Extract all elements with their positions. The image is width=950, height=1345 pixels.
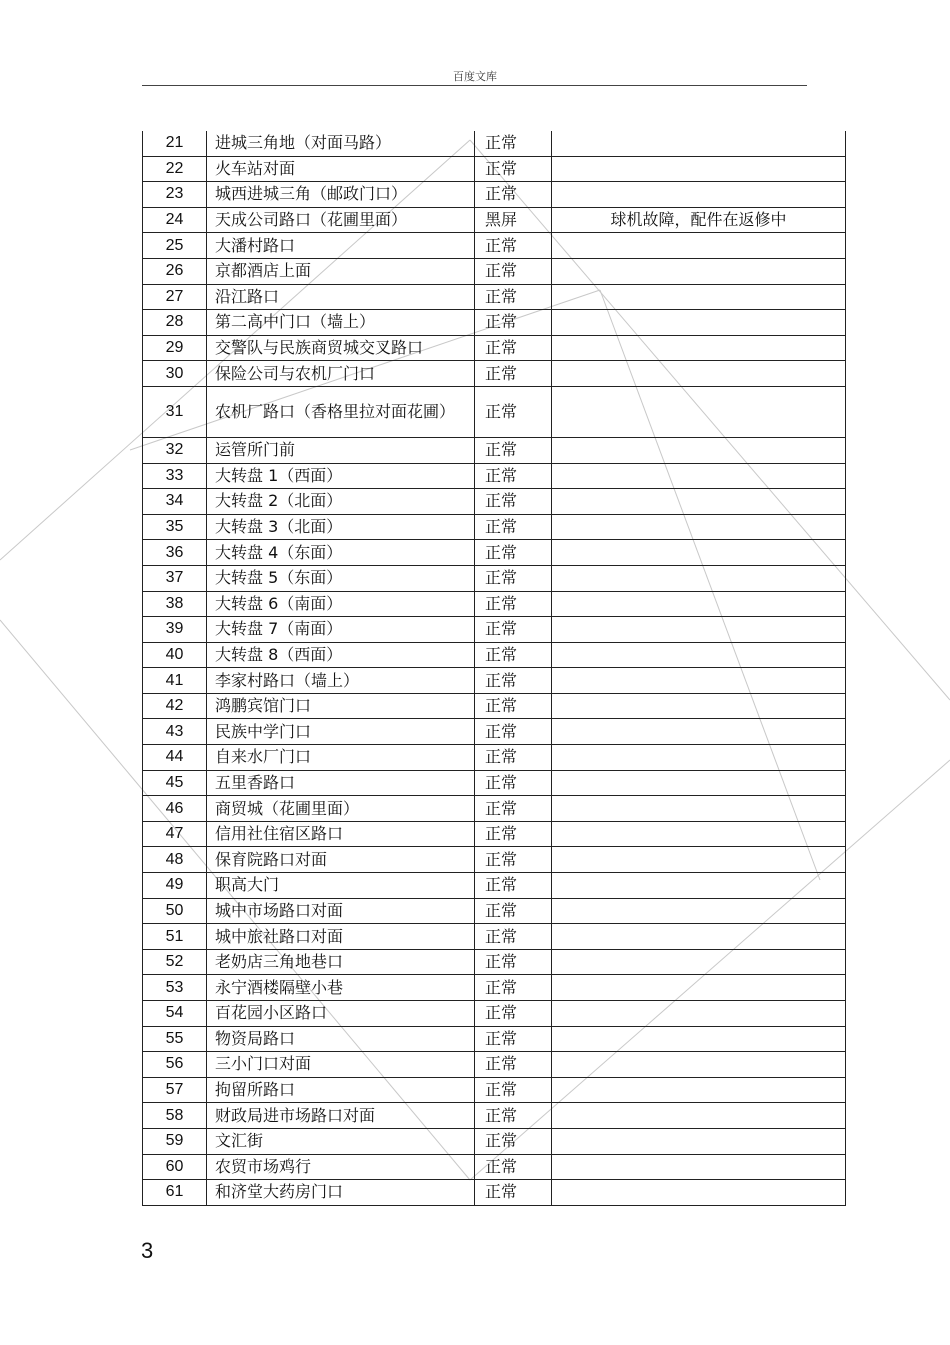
table-row <box>143 1103 846 1129</box>
row-number-cell: 51 <box>143 924 207 950</box>
status-cell: 正常 <box>475 335 552 361</box>
table-row <box>143 284 846 310</box>
table-row <box>143 693 846 719</box>
location-cell: 民族中学门口 <box>207 719 475 745</box>
table-row <box>143 131 846 156</box>
row-number-cell: 38 <box>143 591 207 617</box>
table-row <box>143 949 846 975</box>
status-cell: 正常 <box>475 1103 552 1129</box>
note-cell <box>552 975 846 1001</box>
status-cell: 正常 <box>475 873 552 899</box>
location-cell: 城中旅社路口对面 <box>207 924 475 950</box>
note-cell <box>552 668 846 694</box>
status-cell: 正常 <box>475 719 552 745</box>
location-cell: 大潘村路口 <box>207 233 475 259</box>
row-number-cell: 61 <box>143 1180 207 1206</box>
table-row <box>143 335 846 361</box>
table-row <box>143 310 846 336</box>
row-number-cell: 22 <box>143 156 207 182</box>
row-number-cell: 29 <box>143 335 207 361</box>
table-row <box>143 1180 846 1206</box>
row-number-cell: 32 <box>143 437 207 463</box>
location-cell: 自来水厂门口 <box>207 745 475 771</box>
location-cell: 保险公司与农机厂门口 <box>207 361 475 387</box>
note-cell <box>552 873 846 899</box>
note-cell <box>552 745 846 771</box>
location-cell: 保育院路口对面 <box>207 847 475 873</box>
table-row <box>143 463 846 489</box>
row-number-cell: 49 <box>143 873 207 899</box>
status-cell: 正常 <box>475 361 552 387</box>
location-cell: 鸿鹏宾馆门口 <box>207 693 475 719</box>
row-number-cell: 46 <box>143 796 207 822</box>
location-cell: 大转盘 5（东面） <box>207 565 475 591</box>
row-number-cell: 36 <box>143 540 207 566</box>
status-cell: 正常 <box>475 258 552 284</box>
row-number-cell: 24 <box>143 207 207 233</box>
table-row <box>143 233 846 259</box>
row-number-cell: 50 <box>143 898 207 924</box>
status-cell: 正常 <box>475 770 552 796</box>
status-cell: 正常 <box>475 745 552 771</box>
note-cell <box>552 1128 846 1154</box>
status-cell: 正常 <box>475 284 552 310</box>
status-cell: 正常 <box>475 182 552 208</box>
table-row <box>143 565 846 591</box>
row-number-cell: 28 <box>143 310 207 336</box>
note-cell <box>552 924 846 950</box>
status-cell: 正常 <box>475 310 552 336</box>
location-cell: 物资局路口 <box>207 1026 475 1052</box>
location-cell: 大转盘 3（北面） <box>207 514 475 540</box>
status-cell: 正常 <box>475 565 552 591</box>
table-row <box>143 847 846 873</box>
table-row <box>143 873 846 899</box>
status-cell: 正常 <box>475 847 552 873</box>
table-row <box>143 207 846 233</box>
location-cell: 李家村路口（墙上） <box>207 668 475 694</box>
status-cell: 正常 <box>475 949 552 975</box>
status-cell: 正常 <box>475 131 552 156</box>
note-cell <box>552 898 846 924</box>
note-cell <box>552 1103 846 1129</box>
note-cell <box>552 1052 846 1078</box>
location-cell: 百花园小区路口 <box>207 1001 475 1027</box>
location-cell: 三小门口对面 <box>207 1052 475 1078</box>
note-cell <box>552 949 846 975</box>
table-row <box>143 437 846 463</box>
table-row <box>143 1077 846 1103</box>
table-row <box>143 617 846 643</box>
note-cell <box>552 1077 846 1103</box>
location-cell: 交警队与民族商贸城交叉路口 <box>207 335 475 361</box>
status-cell: 黑屏 <box>475 207 552 233</box>
row-number-cell: 42 <box>143 693 207 719</box>
status-cell: 正常 <box>475 821 552 847</box>
row-number-cell: 30 <box>143 361 207 387</box>
note-cell <box>552 1026 846 1052</box>
row-number-cell: 52 <box>143 949 207 975</box>
row-number-cell: 45 <box>143 770 207 796</box>
row-number-cell: 40 <box>143 642 207 668</box>
note-cell <box>552 489 846 515</box>
table-row <box>143 489 846 515</box>
table-row <box>143 1052 846 1078</box>
status-cell: 正常 <box>475 617 552 643</box>
table-row <box>143 1026 846 1052</box>
table-row <box>143 821 846 847</box>
table-row <box>143 719 846 745</box>
location-cell: 运管所门前 <box>207 437 475 463</box>
location-cell: 大转盘 1（西面） <box>207 463 475 489</box>
location-cell: 大转盘 6（南面） <box>207 591 475 617</box>
status-cell: 正常 <box>475 233 552 259</box>
status-cell: 正常 <box>475 489 552 515</box>
note-cell <box>552 386 846 437</box>
row-number-cell: 48 <box>143 847 207 873</box>
row-number-cell: 33 <box>143 463 207 489</box>
device-status-table <box>142 131 846 1206</box>
location-cell: 火车站对面 <box>207 156 475 182</box>
location-cell: 天成公司路口（花圃里面） <box>207 207 475 233</box>
status-cell: 正常 <box>475 1052 552 1078</box>
note-cell <box>552 565 846 591</box>
header-title: 百度文库 <box>453 70 497 83</box>
location-cell: 和济堂大药房门口 <box>207 1180 475 1206</box>
row-number-cell: 41 <box>143 668 207 694</box>
row-number-cell: 54 <box>143 1001 207 1027</box>
status-cell: 正常 <box>475 642 552 668</box>
row-number-cell: 58 <box>143 1103 207 1129</box>
status-cell: 正常 <box>475 1001 552 1027</box>
location-cell: 农机厂路口（香格里拉对面花圃） <box>207 386 475 437</box>
row-number-cell: 47 <box>143 821 207 847</box>
row-number-cell: 35 <box>143 514 207 540</box>
note-cell <box>552 284 846 310</box>
status-cell: 正常 <box>475 1026 552 1052</box>
table-row <box>143 770 846 796</box>
note-cell <box>552 131 846 156</box>
table-row <box>143 386 846 437</box>
note-cell <box>552 437 846 463</box>
row-number-cell: 53 <box>143 975 207 1001</box>
row-number-cell: 56 <box>143 1052 207 1078</box>
status-cell: 正常 <box>475 1128 552 1154</box>
location-cell: 京都酒店上面 <box>207 258 475 284</box>
location-cell: 老奶店三角地巷口 <box>207 949 475 975</box>
table-row <box>143 642 846 668</box>
status-cell: 正常 <box>475 591 552 617</box>
status-cell: 正常 <box>475 463 552 489</box>
row-number-cell: 60 <box>143 1154 207 1180</box>
status-cell: 正常 <box>475 386 552 437</box>
note-cell <box>552 719 846 745</box>
status-cell: 正常 <box>475 514 552 540</box>
table-row <box>143 975 846 1001</box>
location-cell: 拘留所路口 <box>207 1077 475 1103</box>
status-cell: 正常 <box>475 156 552 182</box>
note-cell <box>552 693 846 719</box>
location-cell: 商贸城（花圃里面） <box>207 796 475 822</box>
row-number-cell: 26 <box>143 258 207 284</box>
note-cell <box>552 463 846 489</box>
header-divider <box>142 85 807 86</box>
location-cell: 第二高中门口（墙上） <box>207 310 475 336</box>
note-cell <box>552 182 846 208</box>
note-cell <box>552 821 846 847</box>
location-cell: 进城三角地（对面马路） <box>207 131 475 156</box>
note-cell <box>552 258 846 284</box>
row-number-cell: 43 <box>143 719 207 745</box>
status-cell: 正常 <box>475 540 552 566</box>
location-cell: 文汇街 <box>207 1128 475 1154</box>
table-row <box>143 1154 846 1180</box>
location-cell: 大转盘 2（北面） <box>207 489 475 515</box>
note-cell <box>552 617 846 643</box>
table-row <box>143 745 846 771</box>
status-cell: 正常 <box>475 668 552 694</box>
location-cell: 信用社住宿区路口 <box>207 821 475 847</box>
location-cell: 沿江路口 <box>207 284 475 310</box>
note-cell <box>552 1180 846 1206</box>
note-cell <box>552 361 846 387</box>
page-number: 3 <box>141 1238 154 1263</box>
row-number-cell: 55 <box>143 1026 207 1052</box>
status-cell: 正常 <box>475 898 552 924</box>
row-number-cell: 57 <box>143 1077 207 1103</box>
status-cell: 正常 <box>475 693 552 719</box>
note-cell <box>552 1154 846 1180</box>
status-cell: 正常 <box>475 924 552 950</box>
location-cell: 职高大门 <box>207 873 475 899</box>
table-body <box>143 131 846 1205</box>
note-cell <box>552 540 846 566</box>
note-cell <box>552 156 846 182</box>
note-cell <box>552 1001 846 1027</box>
status-cell: 正常 <box>475 437 552 463</box>
location-cell: 永宁酒楼隔壁小巷 <box>207 975 475 1001</box>
table-row <box>143 591 846 617</box>
row-number-cell: 37 <box>143 565 207 591</box>
status-cell: 正常 <box>475 1180 552 1206</box>
location-cell: 农贸市场鸡行 <box>207 1154 475 1180</box>
row-number-cell: 39 <box>143 617 207 643</box>
note-cell <box>552 847 846 873</box>
note-cell <box>552 770 846 796</box>
note-cell <box>552 335 846 361</box>
note-cell <box>552 233 846 259</box>
status-cell: 正常 <box>475 1077 552 1103</box>
row-number-cell: 21 <box>143 131 207 156</box>
table-row <box>143 1001 846 1027</box>
note-cell <box>552 796 846 822</box>
location-cell: 大转盘 4（东面） <box>207 540 475 566</box>
location-cell: 财政局进市场路口对面 <box>207 1103 475 1129</box>
note-cell <box>552 642 846 668</box>
note-cell: 球机故障，配件在返修中 <box>552 207 846 233</box>
table-row <box>143 361 846 387</box>
table-row <box>143 796 846 822</box>
table-row <box>143 156 846 182</box>
table-row <box>143 924 846 950</box>
row-number-cell: 31 <box>143 386 207 437</box>
location-cell: 五里香路口 <box>207 770 475 796</box>
row-number-cell: 23 <box>143 182 207 208</box>
row-number-cell: 25 <box>143 233 207 259</box>
location-cell: 城西进城三角（邮政门口） <box>207 182 475 208</box>
table-row <box>143 182 846 208</box>
row-number-cell: 34 <box>143 489 207 515</box>
location-cell: 大转盘 7（南面） <box>207 617 475 643</box>
table-row <box>143 898 846 924</box>
note-cell <box>552 310 846 336</box>
row-number-cell: 27 <box>143 284 207 310</box>
row-number-cell: 44 <box>143 745 207 771</box>
row-number-cell: 59 <box>143 1128 207 1154</box>
table-row <box>143 258 846 284</box>
table-row <box>143 540 846 566</box>
table-row <box>143 514 846 540</box>
status-cell: 正常 <box>475 975 552 1001</box>
status-cell: 正常 <box>475 1154 552 1180</box>
table-row <box>143 668 846 694</box>
table-row <box>143 1128 846 1154</box>
note-cell <box>552 514 846 540</box>
status-cell: 正常 <box>475 796 552 822</box>
location-cell: 大转盘 8（西面） <box>207 642 475 668</box>
location-cell: 城中市场路口对面 <box>207 898 475 924</box>
note-cell <box>552 591 846 617</box>
